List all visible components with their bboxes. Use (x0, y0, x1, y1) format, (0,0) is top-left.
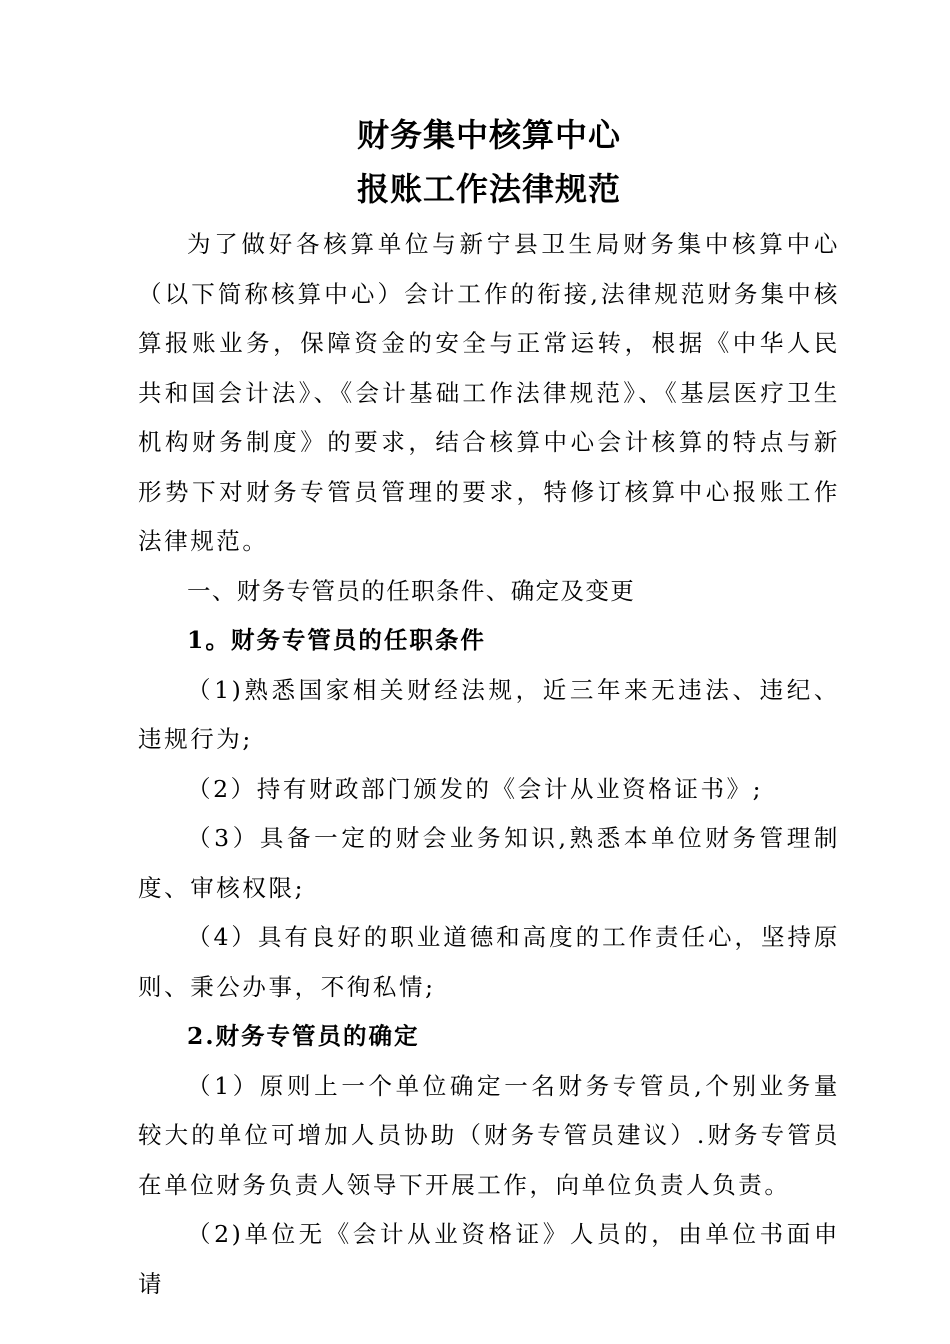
sub2-item: （1）原则上一个单位确定一名财务专管员,个别业务量较大的单位可增加人员协助（财务专管员建议）.财务专管员在单位财务负责人领导下开展工作，向单位负责人负责。 (138, 1071, 840, 1199)
document-title-line1: 财务集中核算中心 (356, 116, 621, 154)
sub2-heading: 2.财务专管员的确定 (187, 1022, 420, 1050)
sub1-item: （1)熟悉国家相关财经法规，近三年来无违法、违纪、违规行为; (138, 675, 840, 753)
sub1-item: （4）具有良好的职业道德和高度的工作责任心，坚持原则、秉公办事，不徇私情; (138, 923, 840, 1001)
intro-paragraph: 为了做好各核算单位与新宁县卫生局财务集中核算中心（以下简称核算中心）会计工作的衔接,法律规范财务集中核算报账业务，保障资金的安全与正常运转，根据《中华人民共和国会计法》、《会计基础工作法律规范》、《基层医疗卫生机构财务制度》的要求，结合核算中心会计核算的特点与新形势下对财务专管员管理的要求，特修订核算中心报账工作法律规范。 (138, 230, 840, 555)
sub1-item: （3）具备一定的财会业务知识,熟悉本单位财务管理制度、审核权限; (138, 824, 840, 902)
sub1-heading: 1。财务专管员的任职条件 (187, 626, 486, 654)
sub1-item: （2）持有财政部门颁发的《会计从业资格证书》; (187, 774, 764, 803)
title-block (138, 108, 840, 216)
sub2-item: （2)单位无《会计从业资格证》人员的，由单位书面申请 (138, 1220, 840, 1298)
section1-heading: 一、财务专管员的任职条件、确定及变更 (187, 576, 636, 605)
document-title-line2: 报账工作法律规范 (356, 170, 621, 208)
